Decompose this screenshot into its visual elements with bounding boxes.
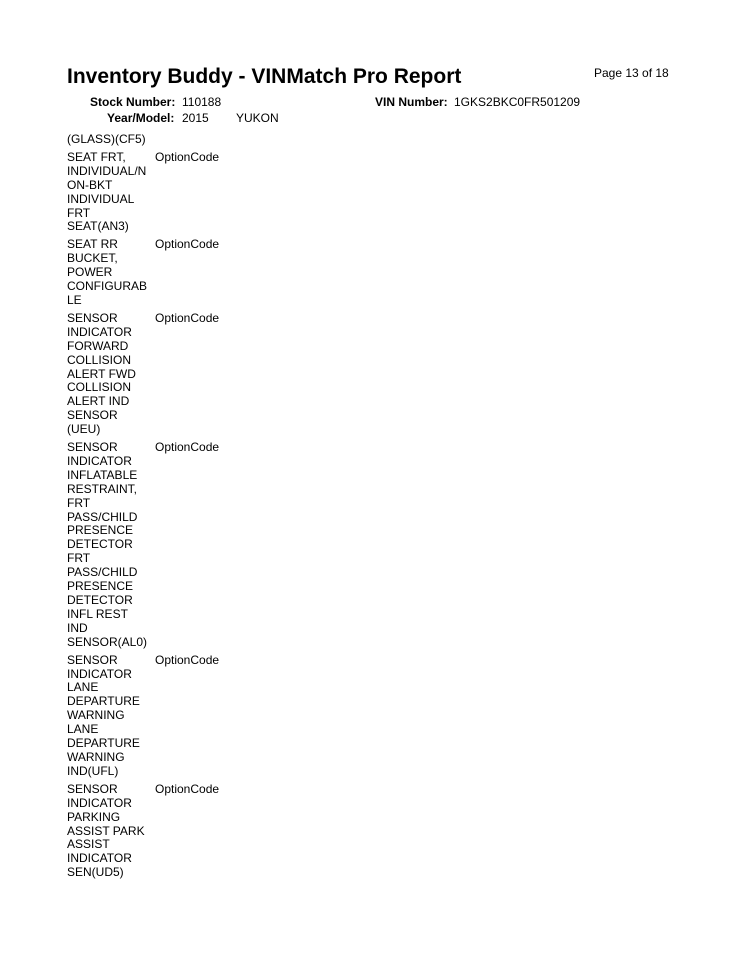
option-row [67,783,267,880]
report-title: Inventory Buddy - VINMatch Pro Report [67,65,462,88]
option-type: OptionCode [155,652,220,667]
year-value: 2015 [182,111,209,125]
option-type: OptionCode [155,237,220,252]
vin-number-value: 1GKS2BKC0FR501209 [454,95,581,109]
option-row [67,654,267,779]
option-type: OptionCode [155,440,220,455]
option-row [67,238,267,308]
option-description: SENSOR INDICATOR FORWARD COLLISION ALERT FWD COLLISION ALERT IND SENSOR (UEU) [67,310,136,437]
option-description: SENSOR INDICATOR LANE DEPARTURE WARNING LANE DEPARTURE WARNING IND(UFL) [67,652,140,778]
stock-number-value: 110188 [182,95,222,109]
stock-number-label: Stock Number: [90,95,176,109]
option-list [67,133,267,884]
option-row [67,133,267,147]
page-number: Page 13 of 18 [594,66,669,80]
option-description: SEAT RR BUCKET, POWER CONFIGURAB LE [67,237,148,307]
option-description: (GLASS)(CF5) [67,132,146,146]
option-type: OptionCode [155,310,220,325]
option-type: OptionCode [155,149,220,164]
option-row [67,441,267,650]
option-type: OptionCode [155,781,220,796]
model-value: YUKON [236,111,279,125]
option-description: SENSOR INDICATOR INFLATABLE RESTRAINT, FRT PASS/CHILD PRESENCE DETECTOR FRT PASS/CHILD PRESENCE DETECTOR INFL REST IND SENSOR(AL0) [67,440,148,649]
option-row [67,312,267,437]
year-model-label: Year/Model: [107,111,175,125]
option-row [67,151,267,234]
vin-number-label: VIN Number: [375,95,448,109]
option-description: SEAT FRT, INDIVIDUAL/N ON-BKT INDIVIDUAL FRT SEAT(AN3) [67,149,147,234]
option-description: SENSOR INDICATOR PARKING ASSIST PARK ASSIST INDICATOR SEN(UD5) [67,781,145,880]
